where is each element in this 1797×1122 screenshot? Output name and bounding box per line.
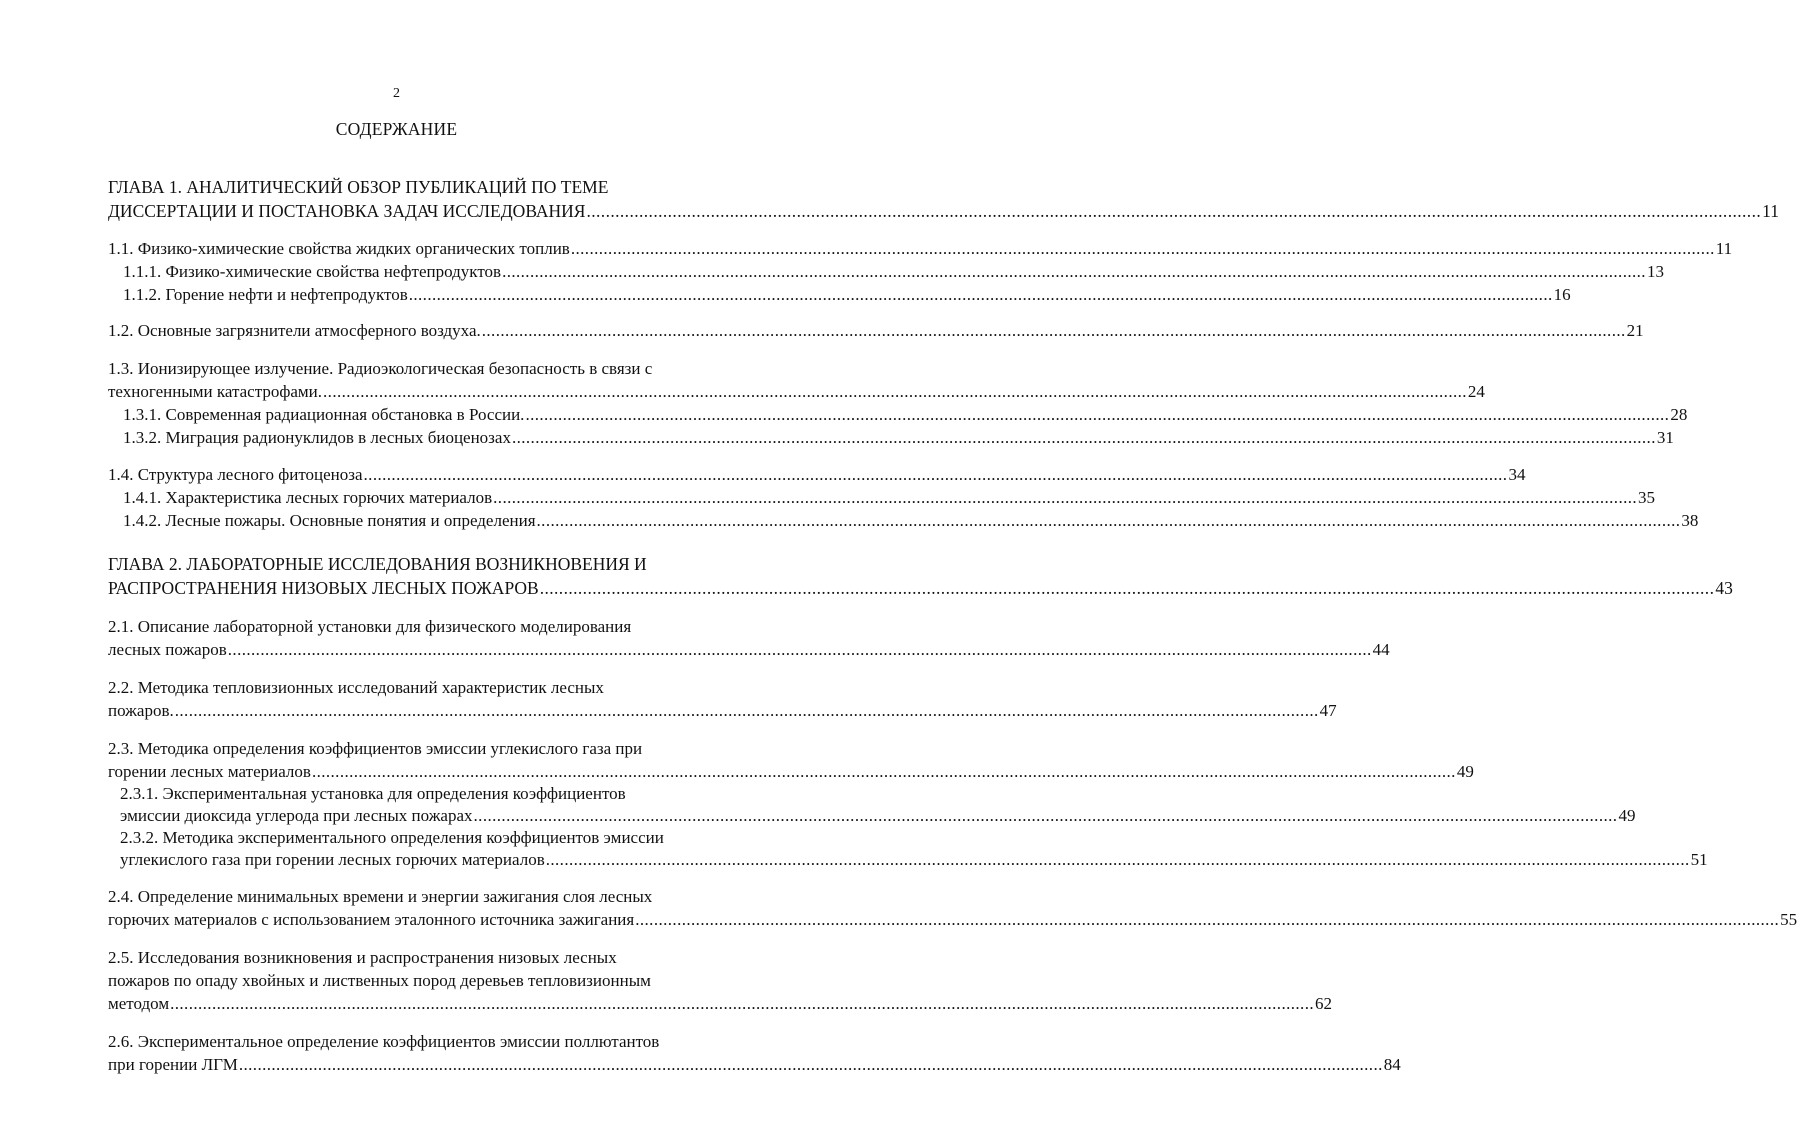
toc-entry-text: пожаров по опаду хвойных и лиственных пород деревьев тепловизионным — [108, 971, 651, 990]
dot-leader — [312, 761, 1456, 783]
toc-page-number: 51 — [1690, 850, 1708, 869]
toc-chapter-heading — [108, 176, 608, 198]
toc-entry-text: РАСПРОСТРАНЕНИЯ НИЗОВЫХ ЛЕСНЫХ ПОЖАРОВ — [108, 578, 539, 598]
dot-leader — [239, 1054, 1383, 1076]
dot-leader — [228, 639, 1372, 661]
toc-entry — [108, 1054, 1401, 1076]
toc-entry-text: 1.4.1. Характеристика лесных горючих материалов — [123, 488, 493, 507]
toc-page-number: 35 — [1638, 488, 1656, 507]
dot-leader — [635, 909, 1779, 931]
toc-subentry — [123, 427, 1674, 449]
toc-entry-text: 1.1.1. Физико-химические свойства нефтепродуктов — [123, 262, 502, 281]
toc-page-number: 84 — [1383, 1055, 1401, 1074]
toc-subentry — [120, 805, 1636, 827]
toc-entry — [108, 381, 1485, 403]
dot-leader — [571, 238, 1715, 260]
toc-entry-text: 1.2. Основные загрязнители атмосферного воздуха. — [108, 321, 481, 340]
page-number: 2 — [393, 86, 400, 101]
toc-page-number: 62 — [1315, 994, 1333, 1013]
dot-leader — [546, 849, 1690, 871]
toc-chapter-heading — [108, 577, 1733, 599]
page-title: СОДЕРЖАНИЕ — [335, 119, 458, 139]
toc-page-number: 21 — [1626, 321, 1644, 340]
toc-entry-text: лесных пожаров — [108, 640, 227, 659]
toc-page-number: 38 — [1681, 511, 1699, 530]
toc-entry-text: при горении ЛГМ — [108, 1055, 238, 1074]
toc-entry-text: 2.6. Экспериментальное определение коэффициентов эмиссии поллютантов — [108, 1032, 660, 1051]
toc-subentry — [123, 404, 1688, 426]
toc-subentry — [123, 261, 1664, 283]
toc-entry — [108, 616, 631, 638]
dot-leader — [409, 284, 1553, 306]
toc-entry-text: 1.1.2. Горение нефти и нефтепродуктов — [123, 285, 408, 304]
toc-page-number: 43 — [1715, 578, 1733, 598]
toc-entry-text: ГЛАВА 1. АНАЛИТИЧЕСКИЙ ОБЗОР ПУБЛИКАЦИЙ ПО ТЕМЕ — [108, 177, 609, 197]
toc-entry-text: 2.1. Описание лабораторной установки для физического моделирования — [108, 617, 632, 636]
toc-page-number: 44 — [1372, 640, 1390, 659]
toc-page-number: 49 — [1456, 762, 1474, 781]
toc-entry-text: 1.3. Ионизирующее излучение. Радиоэкологическая безопасность в связи с — [108, 359, 653, 378]
toc-entry — [108, 464, 1526, 486]
toc-entry-text: техногенными катастрофами. — [108, 382, 323, 401]
dot-leader — [525, 404, 1669, 426]
toc-entry — [108, 886, 652, 908]
toc-entry — [108, 639, 1390, 661]
toc-page-number: 47 — [1319, 701, 1337, 720]
dot-leader — [512, 427, 1656, 449]
toc-entry — [108, 700, 1337, 722]
toc-entry-text: ДИССЕРТАЦИИ И ПОСТАНОВКА ЗАДАЧ ИССЛЕДОВАНИЯ — [108, 201, 586, 221]
toc-entry-text: горении лесных материалов — [108, 762, 311, 781]
toc-entry-text: ГЛАВА 2. ЛАБОРАТОРНЫЕ ИССЛЕДОВАНИЯ ВОЗНИКНОВЕНИЯ И — [108, 554, 647, 574]
toc-entry-text: 2.3.2. Методика экспериментального определения коэффициентов эмиссии — [120, 828, 664, 847]
toc-entry — [108, 761, 1474, 783]
toc-entry-text: методом — [108, 994, 170, 1013]
dot-leader — [474, 805, 1618, 827]
dot-leader — [175, 700, 1319, 722]
toc-page-number: 11 — [1715, 239, 1733, 258]
toc-subentry — [120, 783, 626, 805]
toc-subentry — [120, 849, 1708, 871]
toc-entry-text: горючих материалов с использованием эталонного источника зажигания — [108, 910, 635, 929]
toc-entry-text: 2.4. Определение минимальных времени и энергии зажигания слоя лесных — [108, 887, 653, 906]
toc-entry — [108, 358, 652, 380]
toc-page-number: 28 — [1670, 405, 1688, 424]
toc-page-number: 34 — [1508, 465, 1526, 484]
dot-leader — [586, 200, 1761, 222]
dot-leader — [323, 381, 1467, 403]
toc-chapter-heading — [108, 553, 647, 575]
toc-page-number: 13 — [1646, 262, 1664, 281]
toc-entry — [108, 970, 651, 992]
toc-page-number: 11 — [1762, 201, 1779, 221]
toc-entry — [108, 1031, 659, 1053]
dot-leader — [540, 577, 1715, 599]
toc-entry — [108, 738, 642, 760]
toc-entry-text: 2.2. Методика тепловизионных исследований характеристик лесных — [108, 678, 604, 697]
dot-leader — [482, 320, 1626, 342]
toc-entry — [108, 677, 604, 699]
toc-entry-text: 1.3.2. Миграция радионуклидов в лесных биоценозах — [123, 428, 511, 447]
toc-entry-text: углекислого газа при горении лесных горючих материалов — [120, 850, 545, 869]
toc-subentry — [120, 827, 664, 849]
toc-entry — [108, 947, 617, 969]
toc-entry-text: 2.3. Методика определения коэффициентов эмиссии углекислого газа при — [108, 739, 643, 758]
toc-entry — [108, 238, 1733, 260]
toc-subentry — [123, 284, 1571, 306]
toc-entry-text: эмиссии диоксида углерода при лесных пожарах — [120, 806, 473, 825]
dot-leader — [537, 510, 1681, 532]
toc-entry-text: 2.3.1. Экспериментальная установка для определения коэффициентов — [120, 784, 626, 803]
toc-subentry — [123, 510, 1699, 532]
dot-leader — [364, 464, 1508, 486]
toc-entry-text: 1.4. Структура лесного фитоценоза — [108, 465, 363, 484]
toc-page-number: 49 — [1618, 806, 1636, 825]
toc-page-number: 16 — [1553, 285, 1571, 304]
toc-entry-text: 1.3.1. Современная радиационная обстановка в России. — [123, 405, 525, 424]
toc-entry-text: 1.4.2. Лесные пожары. Основные понятия и определения — [123, 511, 536, 530]
toc-entry-text: пожаров. — [108, 701, 174, 720]
toc-subentry — [123, 487, 1656, 509]
toc-page-number: 55 — [1780, 910, 1797, 929]
toc-page-number: 24 — [1467, 382, 1485, 401]
toc-chapter-heading — [108, 200, 1779, 222]
toc-entry — [108, 909, 1797, 931]
dot-leader — [493, 487, 1637, 509]
toc-entry-text: 1.1. Физико-химические свойства жидких органических топлив — [108, 239, 570, 258]
dot-leader — [502, 261, 1646, 283]
dot-leader — [170, 993, 1314, 1015]
toc-entry-text: 2.5. Исследования возникновения и распространения низовых лесных — [108, 948, 617, 967]
toc-entry — [108, 993, 1333, 1015]
toc-page-number: 31 — [1656, 428, 1674, 447]
toc-entry — [108, 320, 1644, 342]
